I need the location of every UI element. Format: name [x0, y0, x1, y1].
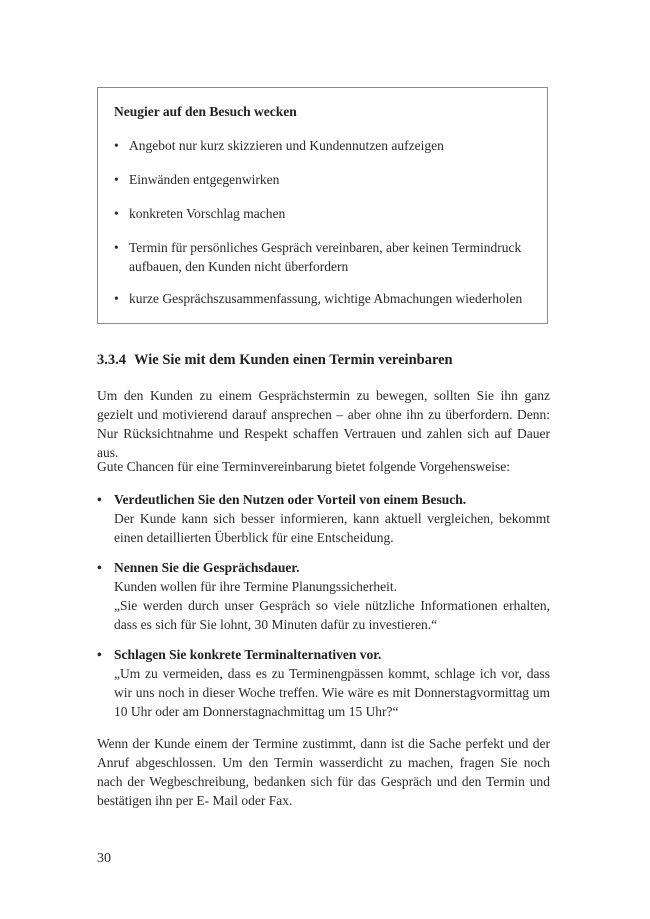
summary-box-title: Neugier auf den Besuch wecken	[114, 104, 297, 119]
step-body: Kunden wollen für ihre Termine Planungssicherheit.	[114, 579, 397, 594]
bullet-icon: •	[97, 492, 102, 507]
bullet-icon: •	[114, 138, 119, 153]
section-title: Wie Sie mit dem Kunden einen Termin vereinbaren	[134, 352, 453, 368]
summary-box	[97, 87, 548, 324]
step-title: Nennen Sie die Gesprächsdauer.	[114, 560, 300, 575]
step-title: Verdeutlichen Sie den Nutzen oder Vorteil von einem Besuch.	[114, 492, 467, 507]
page-number: 30	[97, 851, 111, 866]
closing-paragraph: Wenn der Kunde einem der Termine zustimmt, dann ist die Sache perfekt und der Anruf abgeschlossen. Um den Termin wasserdicht zu machen, fragen Sie noch nach der Wegbeschreibung, bedanken sich für das Gespräch und den Termin und bestätigen ihn per E- Mail oder Fax.	[97, 736, 550, 808]
step-item	[97, 490, 550, 547]
bullet-icon: •	[114, 172, 119, 187]
step-body: Der Kunde kann sich besser informieren, kann aktuell vergleichen, bekommt einen detaillierten Überblick für eine Entscheidung.	[114, 511, 550, 545]
step-quote: „Sie werden durch unser Gespräch so viele nützliche Informationen erhalten, dass es sich für Sie lohnt, 30 Minuten dafür zu investieren.“	[114, 598, 550, 632]
intro-paragraph: Um den Kunden zu einem Gesprächstermin zu bewegen, sollten Sie ihn ganz gezielt und motivierend darauf ansprechen – aber ohne ihn zu überfordern. Denn: Nur Rücksichtnahme und Respekt schaffen Vertrauen und zahlen sich auf Dauer aus.	[97, 388, 550, 460]
summary-list-item: • Einwänden entgegenwirken	[114, 172, 280, 187]
summary-list-item: • kurze Gesprächszusammenfassung, wichtige Abmachungen wiederholen	[114, 291, 523, 306]
bullet-icon: •	[97, 560, 102, 575]
summary-list-item: • Termin für persönliches Gespräch vereinbaren, aber keinen Termindruck aufbauen, den Kunden nicht überfordern	[114, 240, 522, 274]
bullet-icon: •	[97, 647, 102, 662]
section-number: 3.3.4	[97, 352, 126, 368]
lead-paragraph: Gute Chancen für eine Terminvereinbarung bietet folgende Vorgehensweise:	[97, 459, 511, 474]
bullet-icon: •	[114, 291, 119, 306]
step-quote: „Um zu vermeiden, dass es zu Terminengpässen kommt, schlage ich vor, dass wir uns noch in dieser Woche treffen. Wie wäre es mit Donnerstagvormittag um 10 Uhr oder am Donnerstagnachmittag um 15 Uhr?“	[114, 666, 550, 719]
bullet-icon: •	[114, 206, 119, 221]
summary-list-item: • Angebot nur kurz skizzieren und Kundennutzen aufzeigen	[114, 138, 444, 153]
step-item	[97, 645, 550, 721]
summary-list-item: • konkreten Vorschlag machen	[114, 206, 286, 221]
bullet-icon: •	[114, 240, 119, 255]
section-heading	[97, 352, 453, 369]
step-title: Schlagen Sie konkrete Terminalternativen vor.	[114, 647, 382, 662]
step-item	[97, 558, 550, 634]
